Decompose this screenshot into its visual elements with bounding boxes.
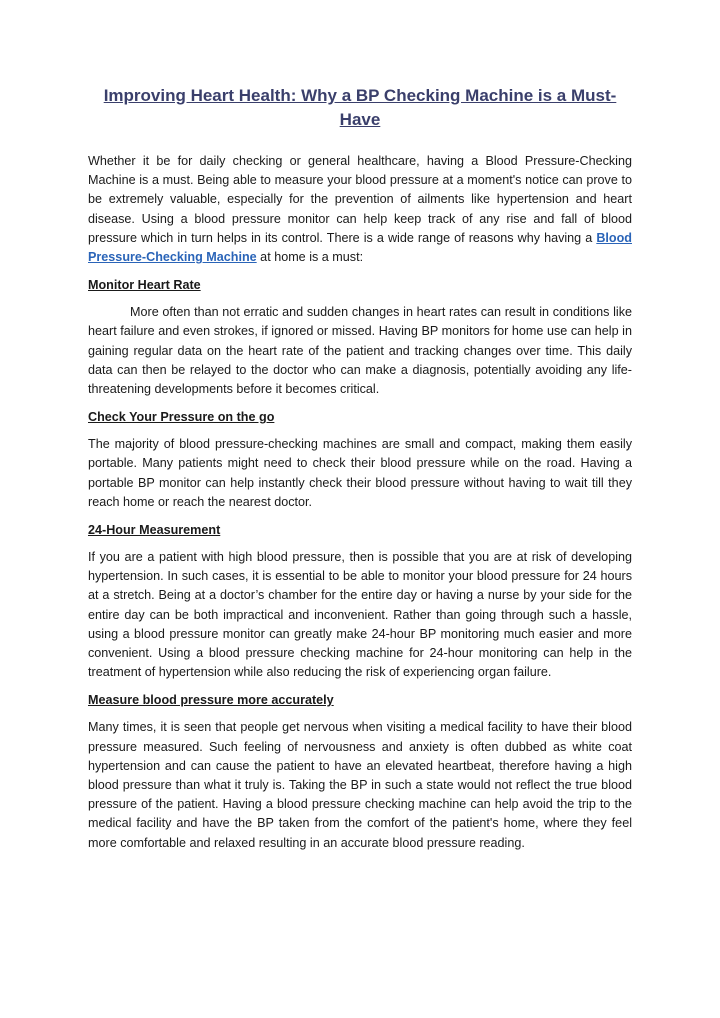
section-heading-monitor-heart-rate: Monitor Heart Rate bbox=[88, 278, 201, 293]
section-body-24-hour: If you are a patient with high blood pressure, then is possible that you are at risk of developing hypertension. In such cases, it is essential to be able to monitor your blood pressure for 24 hours at a stretch. Being at a doctor’s chamber for the entire day or having a nurse by your side for the entire day can be both impractical and inconvenient. Rather than going through such a hassle, using a blood pressure monitor can greatly make 24-hour BP monitoring much easier and more convenient. Using a blood pressure checking machine for 24-hour monitoring can help in the treatment of hypertension while also reducing the risk of experiencing organ failure. bbox=[88, 550, 632, 680]
section-heading-24-hour: 24-Hour Measurement bbox=[88, 523, 221, 538]
section-body-monitor-heart-rate: More often than not erratic and sudden changes in heart rates can result in conditions like heart failure and even strokes, if ignored or missed. Having BP monitors for home use can help in gaining regular data on the heart rate of the patient and tracking changes over time. This daily data can then be relayed to the doctor who can make a diagnosis, potentially avoiding any life-threatening developments before it becomes critical. bbox=[88, 305, 632, 397]
intro-text-end: at home is a must: bbox=[256, 250, 364, 265]
section-body-measure-accurately: Many times, it is seen that people get nervous when visiting a medical facility to have their blood pressure measured. Such feeling of nervousness and anxiety is often dubbed as white coat hypertension and can cause the patient to have an elevated heartbeat, therefore having a high blood pressure than what it truly is. Taking the BP in such a state would not reflect the true blood pressure of the patient. Having a blood pressure checking machine can help avoid the trip to the medical facility and have the BP taken from the comfort of the patient's home, where they feel more comfortable and relaxed resulting in an accurate blood pressure reading. bbox=[88, 720, 632, 850]
section-body-check-pressure: The majority of blood pressure-checking machines are small and compact, making them easily portable. Many patients might need to check their blood pressure while on the road. Having a portable BP monitor can help instantly check their blood pressure without having to wait till they reach home or reach the nearest doctor. bbox=[88, 437, 632, 509]
section-heading-measure-accurately: Measure blood pressure more accurately bbox=[88, 693, 334, 708]
document-page bbox=[88, 84, 632, 862]
intro-text: Whether it be for daily checking or general healthcare, having a Blood Pressure-Checking Machine is a must. Being able to measure your blood pressure at a moment's notice can prove to be extremely valuable, especially for the prevention of ailments like hypertension and heart disease. Using a blood pressure monitor can help keep track of any rise and fall of blood pressure which in turn helps in its control. There is a wide range of reasons why having a bbox=[88, 154, 632, 245]
intro-paragraph bbox=[88, 152, 632, 267]
section-heading-check-pressure: Check Your Pressure on the go bbox=[88, 410, 275, 425]
bp-machine-link[interactable]: Blood Pressure-Checking Machine bbox=[88, 230, 632, 265]
page-title: Improving Heart Health: Why a BP Checking Machine is a Must-Have bbox=[103, 86, 617, 129]
